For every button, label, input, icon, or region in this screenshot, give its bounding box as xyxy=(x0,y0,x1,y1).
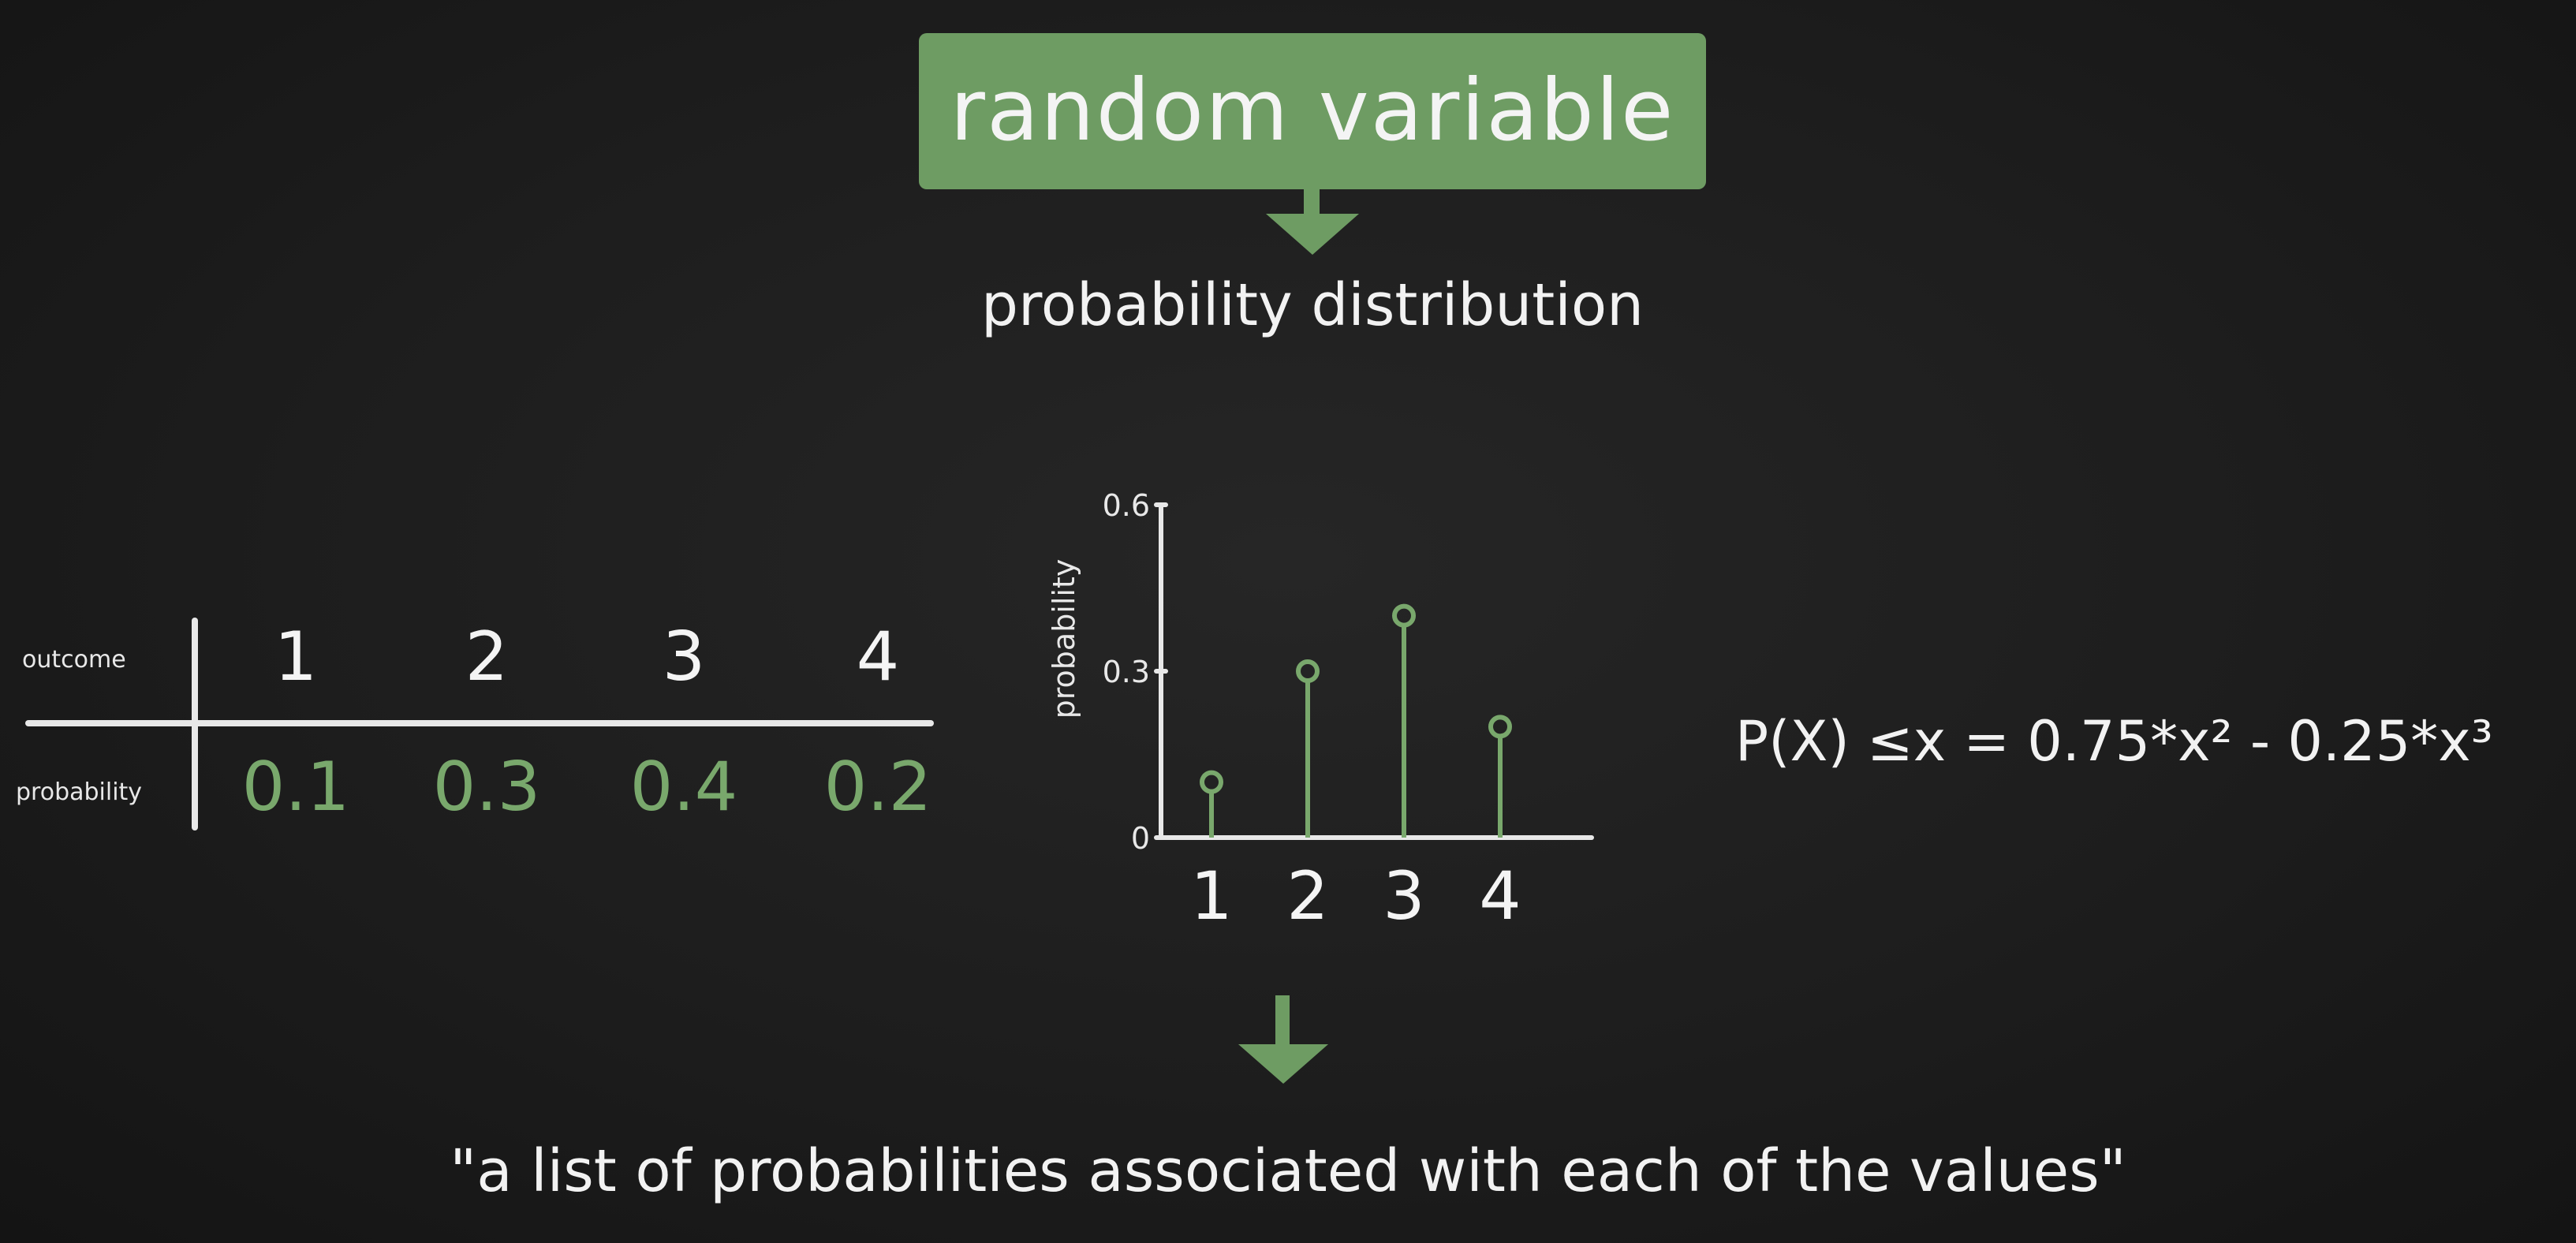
subtitle: probability distribution xyxy=(980,271,1645,339)
probability-cell: 0.4 xyxy=(629,748,738,827)
row-label-outcome: outcome xyxy=(22,646,126,674)
x-category-label: 4 xyxy=(1479,857,1521,935)
probability-cell: 0.1 xyxy=(241,748,350,827)
outcome-cell: 1 xyxy=(274,618,318,696)
probability-cell: 0.2 xyxy=(823,748,932,827)
probability-cell: 0.3 xyxy=(432,748,541,827)
x-category-label: 1 xyxy=(1190,857,1233,935)
y-tick-label: 0 xyxy=(1130,821,1150,856)
chart-ylabel: probability xyxy=(1047,558,1081,719)
y-tick-label: 0.3 xyxy=(1102,655,1150,689)
outcome-cell: 2 xyxy=(465,618,509,696)
stem-point xyxy=(1394,607,1413,625)
stem-point xyxy=(1202,773,1221,792)
cdf-formula: P(X) ≤x = 0.75*x² - 0.25*x³ xyxy=(1735,709,2493,774)
arrow-down-icon xyxy=(1237,995,1330,1086)
stem-point xyxy=(1491,717,1510,736)
outcome-cell: 4 xyxy=(856,618,900,696)
probability-chart xyxy=(1017,481,1617,970)
y-tick-label: 0.6 xyxy=(1102,488,1150,523)
table-divider-vertical xyxy=(192,618,198,831)
title-box xyxy=(919,33,1706,189)
table-divider-horizontal xyxy=(25,720,934,726)
x-category-label: 3 xyxy=(1383,857,1425,935)
arrow-down-icon xyxy=(1266,185,1359,256)
outcome-cell: 3 xyxy=(662,618,706,696)
row-label-probability: probability xyxy=(16,778,143,806)
title: random variable xyxy=(950,62,1675,160)
x-category-label: 2 xyxy=(1286,857,1329,935)
definition-quote: "a list of probabilities associated with each of the values" xyxy=(450,1137,2126,1205)
stem-point xyxy=(1298,662,1317,681)
